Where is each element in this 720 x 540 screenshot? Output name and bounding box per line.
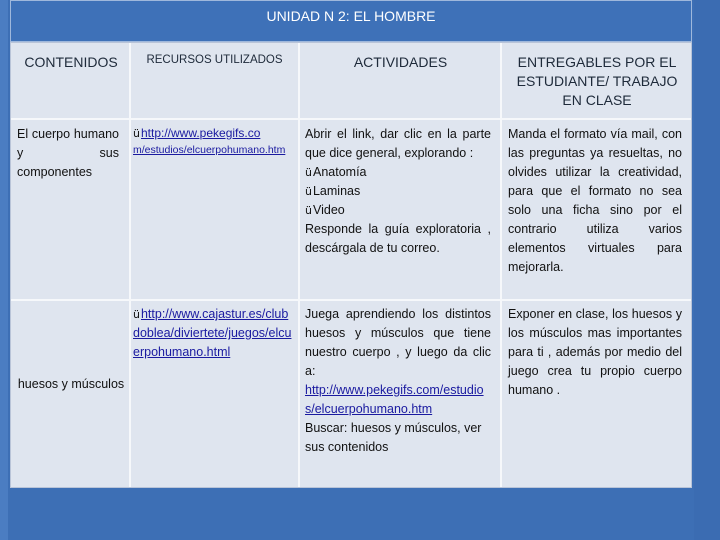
col-divider (500, 43, 502, 487)
row1-actividad-outro: Responde la guía exploratoria , descárgala de tu correo. (305, 222, 491, 255)
header-contenidos: CONTENIDOS (24, 54, 118, 70)
row2-recurso (133, 305, 295, 362)
check-icon: ü (133, 308, 140, 321)
header-entregables: ENTREGABLES POR EL ESTUDIANTE/ TRABAJO EN CLASE (516, 54, 678, 108)
row2-actividad (305, 305, 491, 457)
col-divider (298, 43, 300, 487)
row1-actividad-item: üAnatomía (305, 165, 367, 179)
content-table (10, 42, 692, 488)
row1-resource-link[interactable]: http://www.pekegifs.co (140, 126, 261, 140)
row1-actividad (305, 125, 491, 258)
slide-right-border (694, 0, 720, 540)
row2-actividad-outro: Buscar: huesos y músculos, ver sus contenidos (305, 421, 482, 454)
slide-left-border (0, 0, 8, 540)
page-title: UNIDAD N 2: EL HOMBRE (10, 0, 692, 42)
row1-actividad-intro: Abrir el link, dar clic en la parte que dice general, explorando : (305, 127, 491, 160)
check-icon: ü (133, 127, 140, 140)
row1-resource-link-cont[interactable]: m/estudios/elcuerpohumano.htm (133, 144, 286, 156)
header-actividades: ACTIVIDADES (353, 54, 448, 70)
header-recursos: RECURSOS UTILIZADOS (146, 54, 283, 66)
col-divider (129, 43, 131, 487)
row1-recurso (133, 124, 297, 158)
row1-actividad-item: üVideo (305, 203, 345, 217)
row1-entregable: Manda el formato vía mail, con las preguntas ya resueltas, no olvides utilizar la creatividad, para que el formato no sea solo una ficha sino por el contrario utiliza varios elementos virtuales para mejorarla. (508, 127, 682, 274)
row2-entregable: Exponer en clase, los huesos y los músculos mas importantes para ti , además por medio del juego crea tu propio cuerpo humano . (508, 307, 682, 397)
row2-actividad-intro: Juega aprendiendo los distintos huesos y músculos que tiene nuestro cuerpo , y luego da clic a: (305, 307, 491, 378)
check-icon: ü (305, 204, 312, 217)
row1-actividad-item: üLaminas (305, 184, 361, 198)
check-icon: ü (305, 166, 312, 179)
row-divider (11, 118, 691, 120)
row2-resource-link[interactable]: http://www.cajastur.es/clubdoblea/diviertete/juegos/elcuerpohumano.html (133, 307, 292, 359)
row-divider (11, 299, 691, 301)
row2-actividad-link[interactable]: http://www.pekegifs.com/estudios/elcuerpohumano.htm (305, 383, 484, 416)
row2-contenido: huesos y músculos (17, 377, 125, 391)
check-icon: ü (305, 185, 312, 198)
row1-contenido: El cuerpo humano y sus componentes (17, 127, 119, 179)
